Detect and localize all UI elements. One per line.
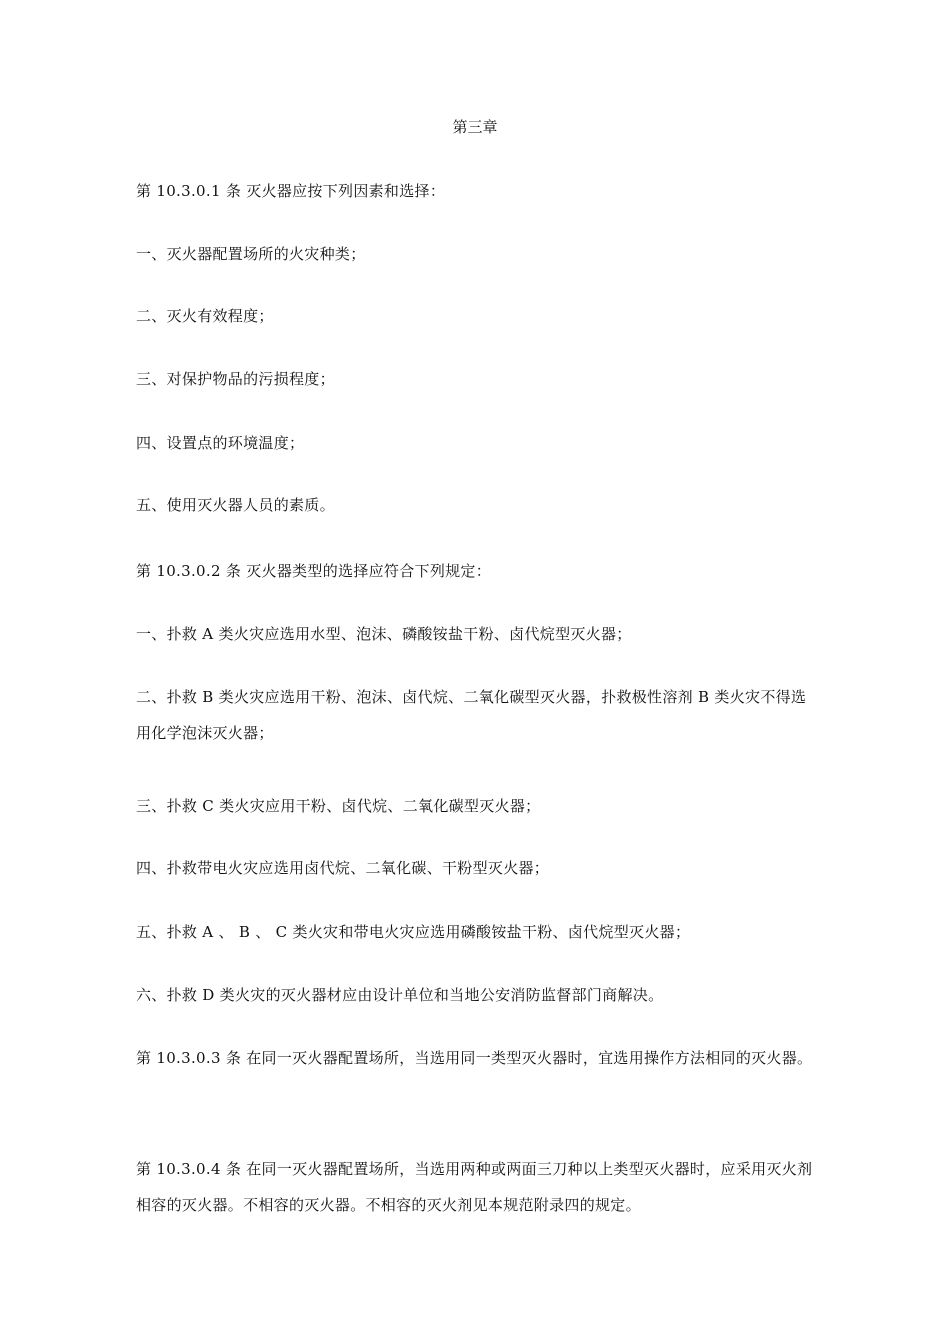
list-item: 五、扑救 A 、 B 、 C 类火灾和带电火灾应选用磷酸铵盐干粉、卤代烷型灭火器； — [136, 923, 691, 941]
clause-10-3-0-3: 第 10.3.0.3 条 在同一灭火器配置场所，当选用同一类型灭火器时，宜选用操作方法相同的灭火器。 — [136, 1049, 813, 1067]
list-item: 三、对保护物品的污损程度； — [136, 370, 335, 388]
list-item: 一、扑救 A 类火灾应选用水型、泡沫、磷酸铵盐干粉、卤代烷型灭火器； — [136, 625, 632, 643]
clause-10-3-0-1: 第 10.3.0.1 条 灭火器应按下列因素和选择： — [136, 182, 446, 200]
clause-10-3-0-2: 第 10.3.0.2 条 灭火器类型的选择应符合下列规定： — [136, 562, 492, 580]
list-item: 三、扑救 C 类火灾应用干粉、卤代烷、二氧化碳型灭火器； — [136, 797, 541, 815]
list-item: 二、扑救 B 类火灾应选用干粉、泡沫、卤代烷、二氧化碳型灭火器，扑救极性溶剂 B 类火灾不得选用化学泡沫灭火器； — [136, 688, 807, 742]
clause-10-3-0-4: 第 10.3.0.4 条 在同一灭火器配置场所，当选用两种或两面三刀种以上类型灭火器时，应采用灭火剂相容的灭火器。不相容的灭火器。不相容的灭火剂见本规范附录四的规定。 — [136, 1160, 813, 1214]
list-item: 二、灭火有效程度； — [136, 307, 274, 325]
list-item: 四、扑救带电火灾应选用卤代烷、二氧化碳、干粉型灭火器； — [136, 859, 550, 877]
list-item: 一、灭火器配置场所的火灾种类； — [136, 245, 366, 263]
chapter-title: 第三章 — [452, 118, 498, 136]
list-item: 五、使用灭火器人员的素质。 — [136, 496, 335, 514]
list-item: 四、设置点的环境温度； — [136, 434, 305, 452]
list-item: 六、扑救 D 类火灾的灭火器材应由设计单位和当地公安消防监督部门商解决。 — [136, 986, 664, 1004]
